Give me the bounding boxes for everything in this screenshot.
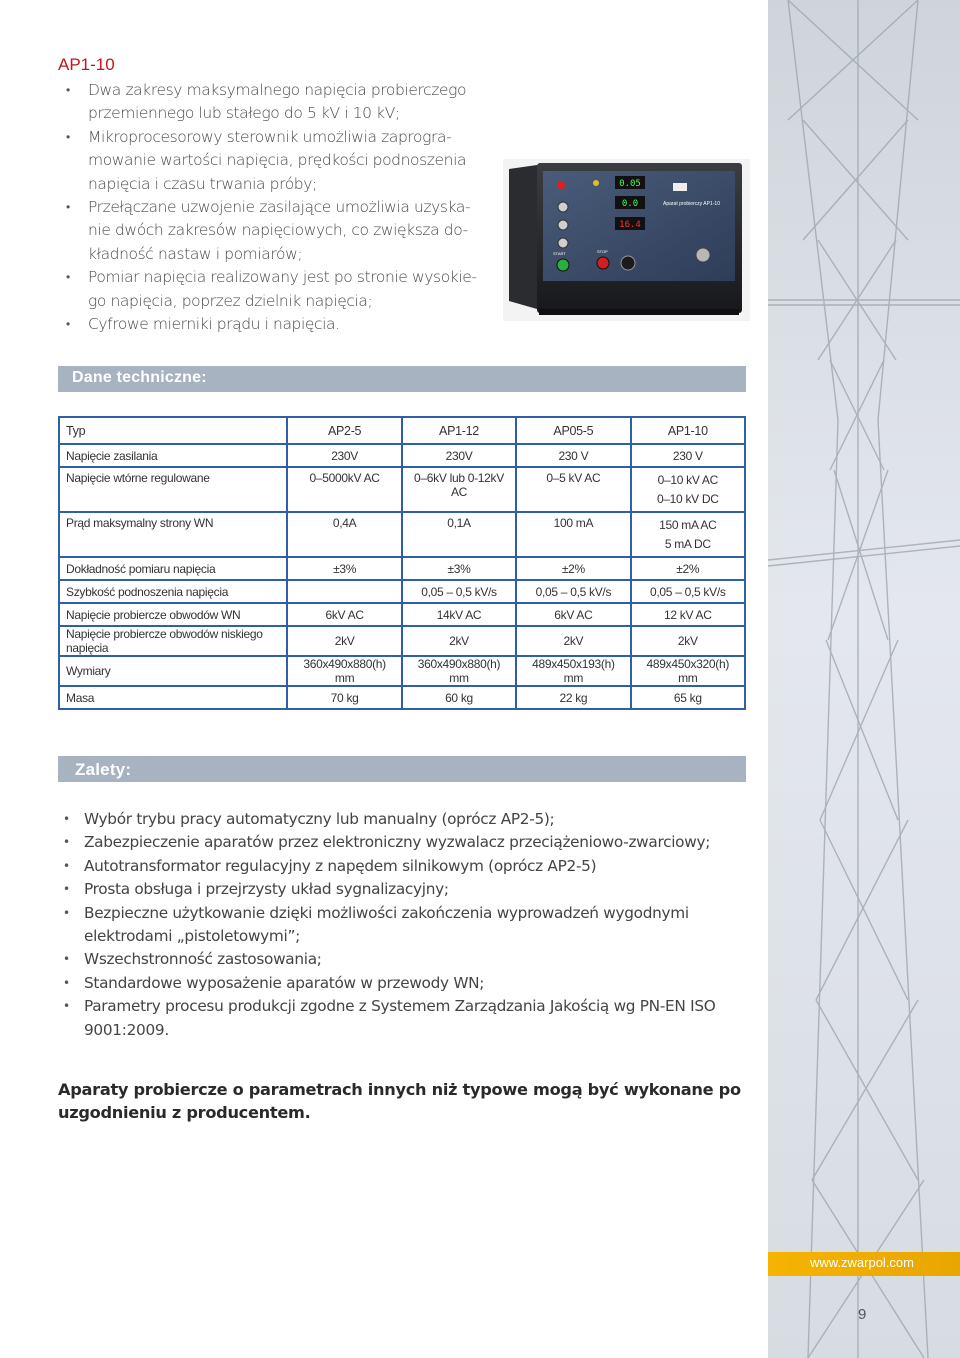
advantages-list [62,808,752,1042]
advantage-item: • Prosta obsługa i przejrzysty układ sygnalizacyjny; [62,878,752,901]
side-decoration [768,0,960,1358]
table-cell: 22 kg [516,686,630,709]
table-header-cell: Typ [59,417,287,444]
table-cell: 2kV [631,626,745,656]
table-cell: 230 V [631,444,745,467]
table-row [59,603,745,626]
advantage-item: • Wszechstronność zastosowania; [62,948,752,971]
stop-button-red [597,257,609,269]
row-label: Napięcie probiercze obwodów WN [59,603,287,626]
advantage-item: • Wybór trybu pracy automatyczny lub manualny (oprócz AP2-5); [62,808,752,831]
selector-knob [558,202,568,212]
feature-item: • Przełączane uzwojenie zasilające umożliwia uzyska-nie dwóch zakresów napięciowych, co zwiększa do-kładność nastaw i pomiarów; [64,196,484,266]
table-cell: 0–5000kV AC [287,467,401,512]
brand-logo [673,183,687,191]
table-header-cell: AP05-5 [516,417,630,444]
feature-item: • Pomiar napięcia realizowany jest po stronie wysokie-go napięcia, poprzez dzielnik napięcia; [64,266,484,313]
table-row [59,467,745,512]
table-header-cell: AP1-12 [402,417,516,444]
row-label: Masa [59,686,287,709]
table-cell: 2kV [516,626,630,656]
table-cell: 0–6kV lub 0-12kV AC [402,467,516,512]
table-cell: ±3% [287,557,401,580]
row-label: Napięcie wtórne regulowane [59,467,287,512]
table-cell: 2kV [287,626,401,656]
advantage-item: • Parametry procesu produkcji zgodne z Systemem Zarządzania Jakością wg PN-EN ISO 9001:2009. [62,995,752,1042]
table-row [59,626,745,656]
table-row [59,686,745,709]
device-base [539,309,739,315]
pylon-illustration [768,0,960,1358]
cell-line: 0–10 kV DC [656,491,719,506]
advantage-item: • Zabezpieczenie aparatów przez elektroniczny wyzwalacz przeciążeniowo-zwarciowy; [62,831,752,854]
row-label: Napięcie zasilania [59,444,287,467]
start-button-green [557,259,569,271]
footer-note: Aparaty probiercze o parametrach innych niż typowe mogą być wykonane po uzgodnieniu z producentem. [58,1080,741,1122]
product-title: AP1-10 [58,55,115,74]
table-cell: 0,1A [402,512,516,557]
table-cell: 0,05 – 0,5 kV/s [631,580,745,603]
row-label: Napięcie probiercze obwodów niskiego napięcia [59,626,287,656]
table-cell: 360x490x880(h) mm [287,656,401,686]
table-row [59,557,745,580]
table-cell: 0,05 – 0,5 kV/s [516,580,630,603]
table-cell: 2kV [402,626,516,656]
device-photo [503,159,750,321]
table-cell [287,580,401,603]
panel-label: Aparat probierczy AP1-10 [663,201,720,207]
table-cell: 60 kg [402,686,516,709]
display-1-value: 0.05 [619,179,641,189]
table-cell: ±2% [516,557,630,580]
table-header-cell: AP1-10 [631,417,745,444]
row-label: Wymiary [59,656,287,686]
specs-section-header [58,366,746,392]
table-cell: 489x450x193(h) mm [516,656,630,686]
feature-item: • Dwa zakresy maksymalnego napięcia probierczego przemiennego lub stałego do 5 kV i 10 kV; [64,79,484,126]
table-header-cell: AP2-5 [287,417,401,444]
device-side [509,165,537,309]
table-cell: 230 V [516,444,630,467]
advantage-item: • Standardowe wyposażenie aparatów w przewody WN; [62,972,752,995]
table-cell: 6kV AC [287,603,401,626]
table-cell: ±3% [402,557,516,580]
page-number: 9 [858,1306,867,1323]
start-label: START [553,251,566,256]
feature-item: • Mikroprocesorowy sterownik umożliwia zaprogra-mowanie wartości napięcia, prędkości podnoszenia napięcia i czasu trwania próby; [64,126,484,196]
table-cell: 0,05 – 0,5 kV/s [402,580,516,603]
table-cell: 65 kg [631,686,745,709]
website-link[interactable]: www.zwarpol.com [809,1255,914,1270]
table-row [59,580,745,603]
selector-knob [558,238,568,248]
hv-socket [621,256,635,270]
feature-list [64,79,484,336]
advantages-section-header [58,756,746,782]
table-cell: 0–5 kV AC [516,467,630,512]
indicator-yellow [593,180,599,186]
table-cell: 100 mA [516,512,630,557]
table-cell: 0,4A [287,512,401,557]
table-header-row [59,417,745,444]
row-label: Szybkość podnoszenia napięcia [59,580,287,603]
table-row [59,512,745,557]
table-cell: 70 kg [287,686,401,709]
table-cell-multi [631,512,745,557]
cell-line: 150 mA AC [659,517,717,532]
output-connector [696,248,710,262]
stop-label: STOP [597,249,608,254]
row-label: Prąd maksymalny strony WN [59,512,287,557]
website-bar [768,1252,960,1276]
advantage-item: • Autotransformator regulacyjny z napędem silnikowym (oprócz AP2-5) [62,855,752,878]
display-3-value: 16.4 [619,220,641,230]
table-cell: 14kV AC [402,603,516,626]
cell-line: 5 mA DC [664,536,711,551]
advantages-section-title: Zalety: [75,760,132,779]
specs-section-title: Dane techniczne: [72,369,207,386]
display-2-value: 0.0 [621,199,639,209]
table-cell: 489x450x320(h) mm [631,656,745,686]
table-cell: 12 kV AC [631,603,745,626]
table-row [59,656,745,686]
row-label: Dokładność pomiaru napięcia [59,557,287,580]
advantage-item: • Bezpieczne użytkowanie dzięki możliwości zakończenia wyprowadzeń wygodnymi elektrodami „pistoletowymi”; [62,902,752,949]
table-cell: 6kV AC [516,603,630,626]
cell-line: 0–10 kV AC [657,472,718,487]
table-row [59,444,745,467]
indicator-red [557,181,565,189]
table-cell-multi [631,467,745,512]
table-cell: ±2% [631,557,745,580]
feature-item: • Cyfrowe mierniki prądu i napięcia. [64,313,484,336]
table-cell: 360x490x880(h) mm [402,656,516,686]
spec-table [58,416,746,710]
selector-knob [558,220,568,230]
table-cell: 230V [402,444,516,467]
table-cell: 230V [287,444,401,467]
